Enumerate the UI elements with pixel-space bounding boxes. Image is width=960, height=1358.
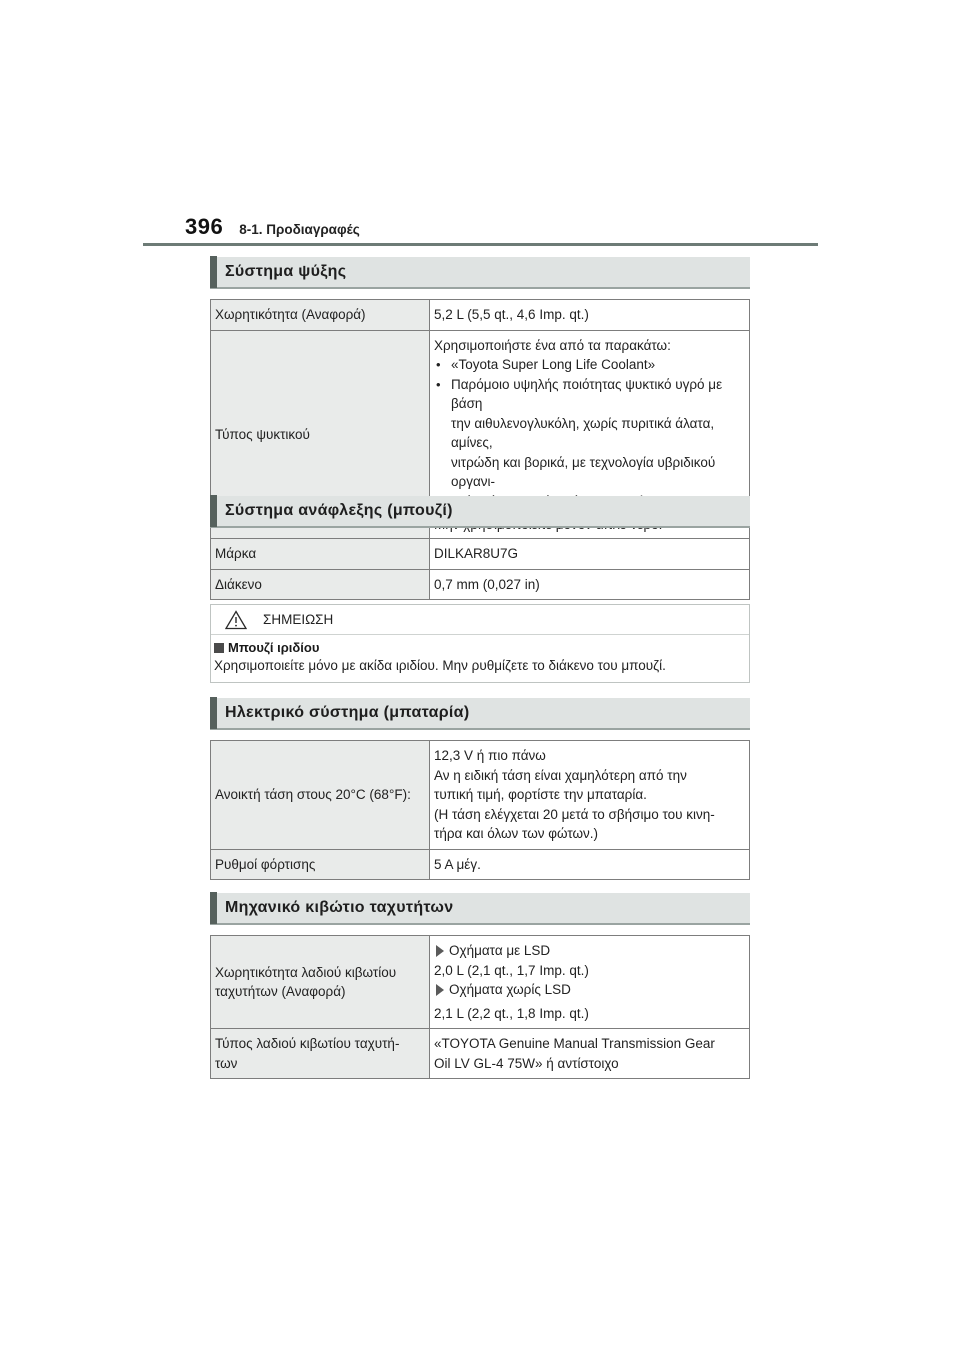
triangle-right-icon	[436, 984, 444, 996]
gearbox-table	[210, 935, 750, 1079]
plug-gap-label: Διάκενο	[211, 569, 430, 600]
page-header	[185, 214, 360, 244]
section-cooling-heading	[210, 257, 750, 289]
section-title: Σύστημα ψύξης	[225, 263, 347, 280]
gear-oil-type-label: Τύπος λαδιού κιβωτίου ταχυτή- των	[211, 1029, 430, 1079]
electrical-table	[210, 740, 750, 880]
note-text: Χρησιμοποιείτε μόνο με ακίδα ιριδίου. Μην ρυθμίζετε το διάκενο του μπουζί.	[214, 658, 666, 673]
section-title: Σύστημα ανάφλεξης (μπουζί)	[225, 502, 453, 519]
list-item: • «Toyota Super Long Life Coolant»	[434, 355, 745, 375]
section-ignition-heading	[210, 496, 750, 528]
table-row	[211, 849, 750, 880]
open-voltage-label: Ανοικτή τάση στους 20°C (68°F):	[211, 741, 430, 850]
gear-oil-type-value: «TOYOTA Genuine Manual Transmission Gear Oil LV GL-4 75W» ή αντίστοιχο	[430, 1029, 750, 1079]
table-row	[211, 539, 750, 570]
warning-triangle-icon	[225, 610, 247, 630]
section-electrical-heading	[210, 698, 750, 730]
square-bullet-icon	[214, 643, 224, 653]
open-voltage-value: 12,3 V ή πιο πάνω Αν η ειδική τάση είναι χαμηλότερη από την τυπική τιμή, φορτίστε την μπαταρία. (Η τάση ελέγχεται 20 μετά το σβήσιμο του κινη- τήρα και όλων των φώτων.)	[430, 741, 750, 850]
section-title: Μηχανικό κιβώτιο ταχυτήτων	[225, 899, 454, 916]
gear-oil-capacity-label: Χωρητικότητα λαδιού κιβωτίου ταχυτήτων (Αναφορά)	[211, 936, 430, 1029]
header-rule	[143, 243, 818, 246]
bullet-icon: •	[436, 376, 441, 392]
table-row	[211, 300, 750, 331]
triangle-right-icon	[436, 945, 444, 957]
section-title: Ηλεκτρικό σύστημα (μπαταρία)	[225, 704, 470, 721]
table-row	[211, 741, 750, 850]
plug-gap-value: 0,7 mm (0,027 in)	[430, 569, 750, 600]
page-number: 396	[185, 214, 224, 239]
section-gearbox-heading	[210, 893, 750, 925]
cooling-capacity-label: Χωρητικότητα (Αναφορά)	[211, 300, 430, 331]
charge-rate-label: Ρυθμοί φόρτισης	[211, 849, 430, 880]
note-box	[210, 604, 750, 683]
plug-brand-value: DILKAR8U7G	[430, 539, 750, 570]
list-item: • Παρόμοιο υψηλής ποιότητας ψυκτικό υγρό με βάση την αιθυλενογλυκόλη, χωρίς πυριτικά άλατα, αμίνες, νιτρώδη και βορικά, με τεχνολογία υβριδικού οργανι-	[434, 375, 745, 512]
note-subtitle: Μπουζί ιριδίου	[228, 640, 320, 655]
table-row	[211, 569, 750, 600]
bullet-icon: •	[436, 357, 441, 372]
table-row	[211, 936, 750, 1029]
chapter-title: 8-1. Προδιαγραφές	[239, 222, 360, 237]
gear-oil-capacity-value: Οχήματα με LSD 2,0 L (2,1 qt., 1,7 Imp. qt.) Οχήματα χωρίς LSD 2,1 L (2,2 qt., 1,8 Imp. qt.)	[430, 936, 750, 1029]
table-row	[211, 1029, 750, 1079]
note-title: ΣΗΜΕΙΩΣΗ	[263, 612, 334, 627]
coolant-type-label: Τύπος ψυκτικού	[211, 330, 430, 540]
ignition-table	[210, 538, 750, 600]
plug-brand-label: Μάρκα	[211, 539, 430, 570]
cooling-capacity-value: 5,2 L (5,5 qt., 4,6 Imp. qt.)	[430, 300, 750, 331]
coolant-intro: Χρησιμοποιήστε ένα από τα παρακάτω:	[434, 337, 671, 353]
charge-rate-value: 5 A μέγ.	[430, 849, 750, 880]
